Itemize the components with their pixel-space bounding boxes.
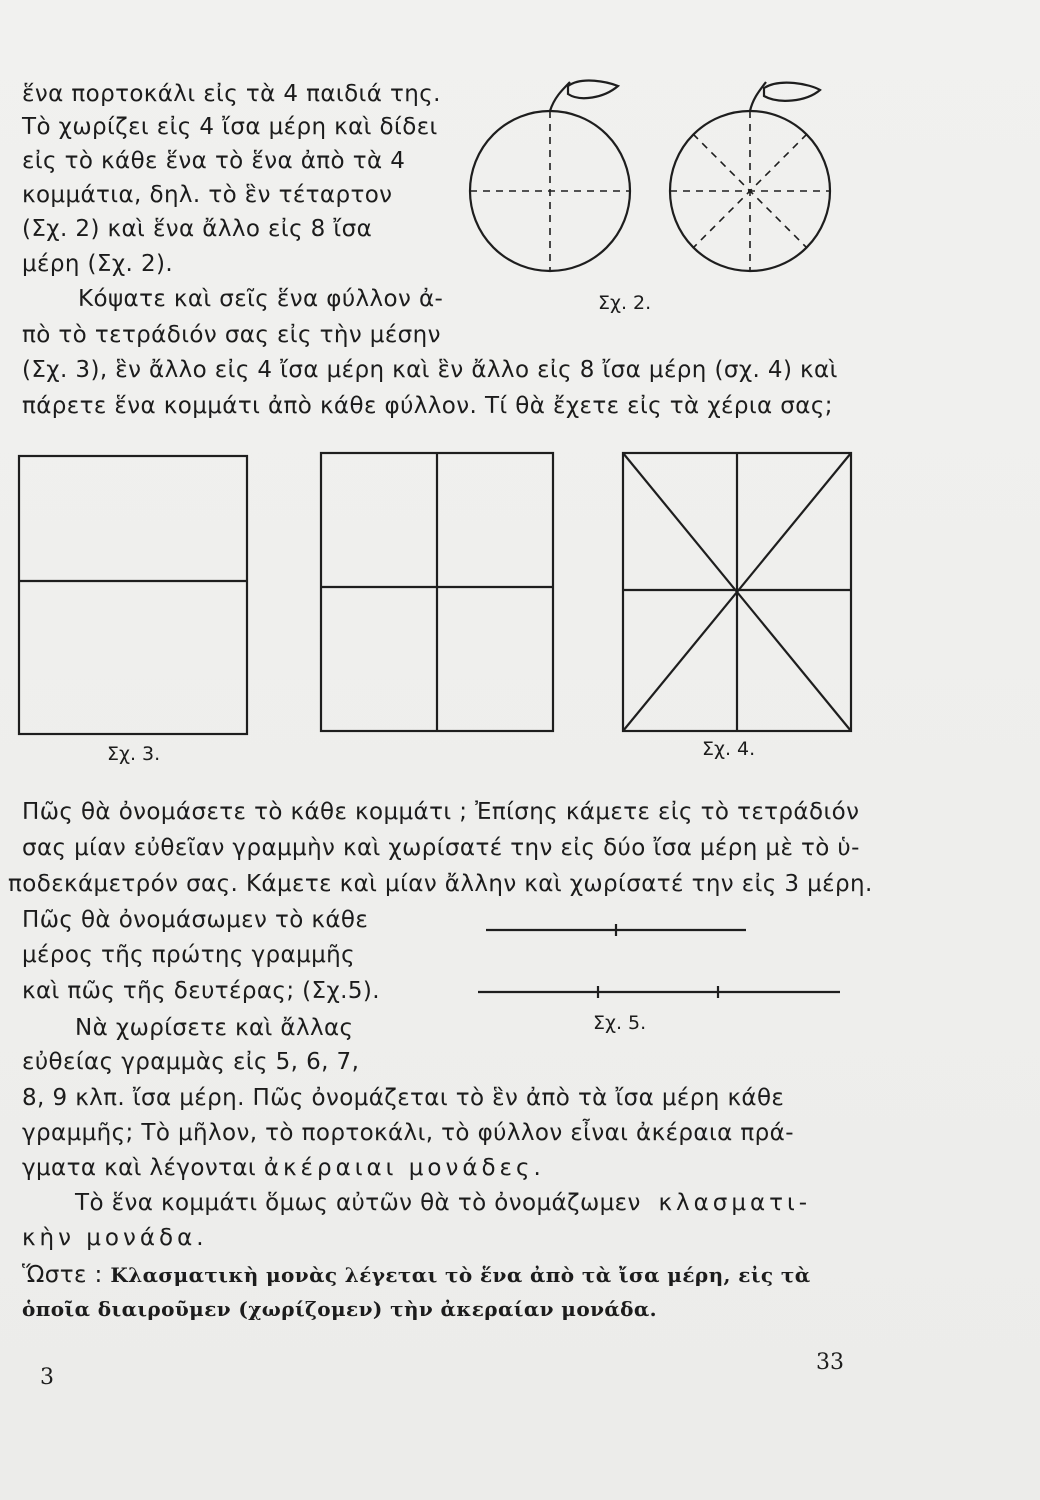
figure-caption: Σχ. 3. — [107, 743, 161, 765]
signature-mark: 3 — [40, 1365, 54, 1390]
text-line: 8, 9 κλπ. ἴσα μέρη. Πῶς ὀνομάζεται τὸ ἓν ἀπὸ τὰ ἴσα μέρη κάθε — [22, 1085, 785, 1111]
definition-text: Κλασματικὴ μονὰς λέγεται τὸ ἕνα ἀπὸ τὰ ἴσα μέρη, εἰς τὰ — [110, 1263, 811, 1287]
definition-lead: Ὥστε : — [22, 1262, 103, 1288]
text-line: πὸ τὸ τετράδιόν σας εἰς τὴν μέσην — [22, 322, 441, 348]
text-line: Νὰ χωρίσετε καὶ ἄλλας — [75, 1015, 354, 1041]
text-line: ποδεκάμετρόν σας. Κάμετε καὶ μίαν ἄλλην καὶ χωρίσατέ την εἰς 3 μέρη. — [8, 871, 873, 897]
text-line: εἰς τὸ κάθε ἕνα τὸ ἕνα ἀπὸ τὰ 4 — [22, 148, 406, 174]
text-line: σας μίαν εὐθεῖαν γραμμὴν καὶ χωρίσατέ την εἰς δύο ἴσα μέρη μὲ τὸ ὑ- — [22, 835, 860, 861]
figure-caption: Σχ. 2. — [598, 292, 652, 314]
definition-text: ὁποῖα διαιροῦμεν (χωρίζομεν) τὴν ἀκεραίαν μονάδα. — [22, 1297, 658, 1321]
text-line: (Σχ. 2) καὶ ἕνα ἄλλο εἰς 8 ἴσα — [22, 216, 373, 242]
divided-lines-figure — [478, 920, 848, 1000]
text-line: μέρος τῆς πρώτης γραμμῆς — [22, 942, 356, 968]
orange-quarters-figure — [470, 76, 640, 281]
text-line: γραμμῆς; Τὸ μῆλον, τὸ πορτοκάλι, τὸ φύλλον εἶναι ἀκέραια πρά- — [22, 1120, 794, 1146]
text-line: Πῶς θὰ ὀνομάσετε τὸ κάθε κομμάτι ; Ἐπίσης κάμετε εἰς τὸ τετράδιόν — [22, 799, 860, 825]
text-line: Κόψατε καὶ σεῖς ἕνα φύλλον ἀ- — [78, 286, 444, 312]
sheet-quarters-figure — [320, 452, 556, 734]
text-line: Πῶς θὰ ὀνομάσωμεν τὸ κάθε — [22, 907, 369, 933]
text-line: καὶ πῶς τῆς δευτέρας; (Σχ.5). — [22, 978, 380, 1004]
emphasis-term: κὴν μονάδα. — [22, 1225, 208, 1251]
emphasis-term: κλασματι- — [658, 1190, 812, 1216]
text-line: εὐθείας γραμμὰς εἰς 5, 6, 7, — [22, 1049, 360, 1075]
sheet-eighths-figure — [622, 452, 854, 734]
text-line: πάρετε ἕνα κομμάτι ἀπὸ κάθε φύλλον. Τί θὰ ἔχετε εἰς τὰ χέρια σας; — [22, 393, 833, 419]
text-line: μέρη (Σχ. 2). — [22, 251, 174, 277]
text-line: ἕνα πορτοκάλι εἰς τὰ 4 παιδιά της. — [22, 81, 441, 107]
definition-line — [22, 1260, 810, 1290]
text-line — [22, 1153, 545, 1183]
figure-caption: Σχ. 5. — [593, 1012, 647, 1034]
emphasis-term: ἀκέραιαι μονάδες. — [263, 1155, 545, 1181]
sheet-halves-figure — [18, 455, 250, 737]
page-number: 33 — [816, 1350, 844, 1375]
text-line: κομμάτια, δηλ. τὸ ἓν τέταρτον — [22, 182, 393, 208]
text-line: (Σχ. 3), ἓν ἄλλο εἰς 4 ἴσα μέρη καὶ ἓν ἄλλο εἰς 8 ἴσα μέρη (σχ. 4) καὶ — [22, 357, 838, 383]
text-fragment: Τὸ ἕνα κομμάτι ὅμως αὐτῶν θὰ τὸ ὀνομάζωμεν — [75, 1190, 641, 1216]
figure-caption: Σχ. 4. — [702, 738, 756, 760]
text-line — [75, 1188, 811, 1218]
orange-eighths-figure — [660, 76, 850, 281]
text-line: Τὸ χωρίζει εἰς 4 ἴσα μέρη καὶ δίδει — [22, 114, 438, 140]
text-fragment: γματα καὶ λέγονται — [22, 1155, 257, 1181]
